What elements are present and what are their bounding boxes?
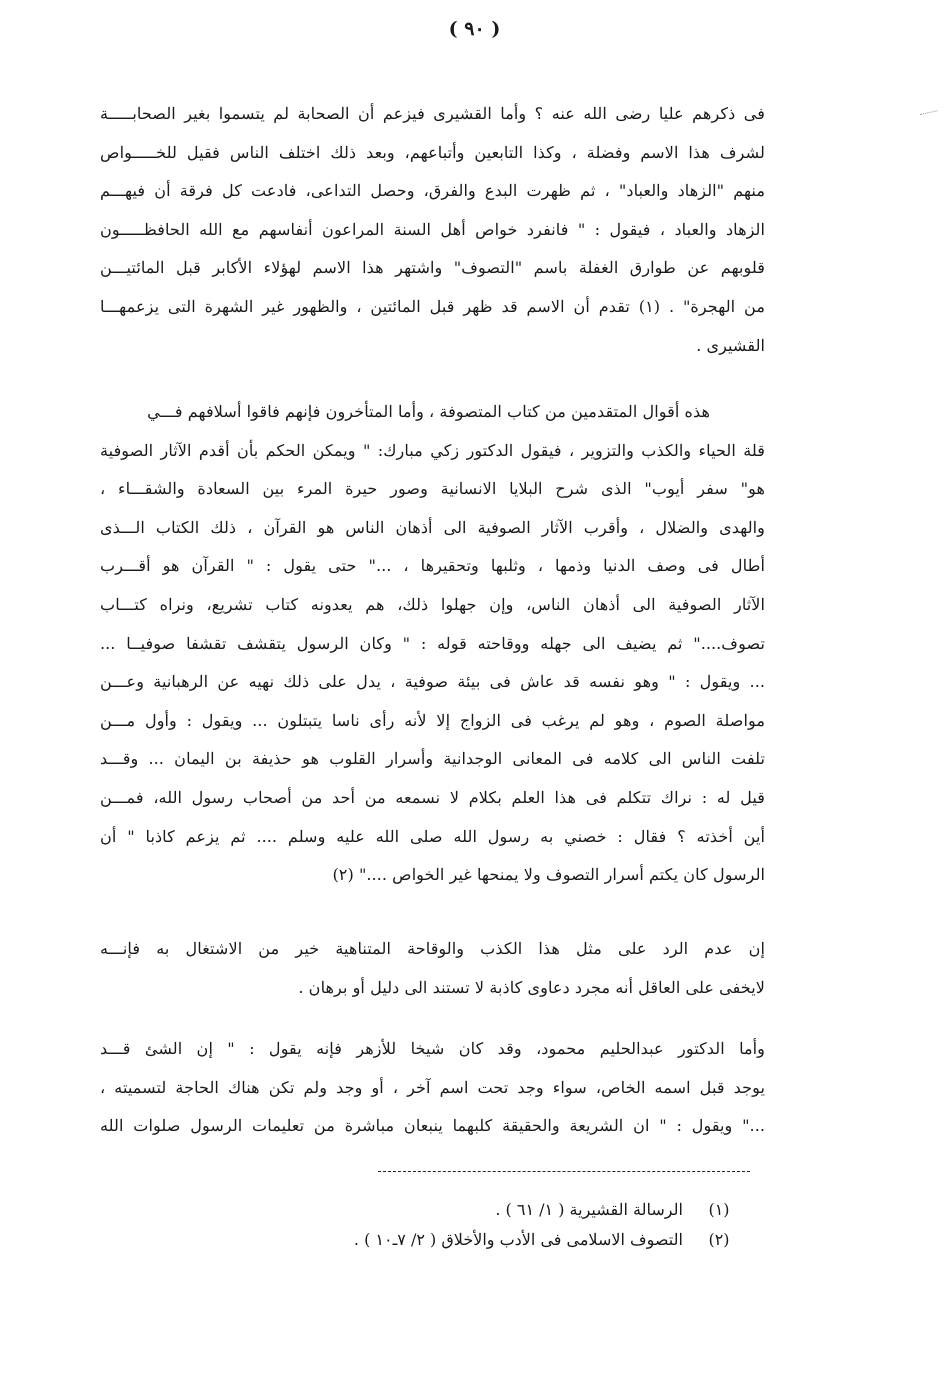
text-line: لشرف هذا الاسم وفضلة ، وكذا التابعين وأتباعهم، وبعد ذلك اختلف الناس فقيل للخـــــواص <box>100 142 765 162</box>
paragraph-4 <box>100 1030 765 1146</box>
text-line: الرسول كان يكتم أسرار التصوف ولا يمنحها غير الخواص ...." (٢) <box>332 865 765 885</box>
footnote-number: (١) <box>708 1200 730 1219</box>
text-line: أين أخذته ؟ فقال : خصني به رسول الله صلى الله عليه وسلم .... ثم يزعم كاذبا " أن <box>100 826 765 846</box>
text-line: يوجد قبل اسمه الخاص، سواء وجد تحت اسم آخر ، أو وجد ولم تكن هناك الحاجة لتسميته ، <box>100 1077 765 1097</box>
text-line: مواصلة الصوم ، وهو لم يرغب فى الزواج إلا لأنه رأى ناسا يتبتلون ... ويقول : وأول مـــن <box>100 710 765 730</box>
text-line: لايخفى على العاقل أنه مجرد دعاوى كاذبة لا تستند الى دليل أو برهان . <box>298 977 765 997</box>
paragraph-1 <box>100 95 765 365</box>
text-line: تلفت الناس الى كلامه فى المعانى الوجدانية وأسرار القلوب هو حذيفة بن اليمان ... وقـــد <box>100 749 765 769</box>
text-line: قيل له : نراك تتكلم فى هذا العلم بكلام لا نسمعه من أحد من أصحاب رسول الله، فمـــن <box>100 787 765 807</box>
text-line: قلة الحياء والكذب والتزوير ، فيقول الدكتور زكي مبارك: " ويمكن الحكم بأن أقدم الآثار الصوفية <box>100 440 765 460</box>
text-line: القشيرى . <box>696 335 765 355</box>
text-line: قلوبهم عن طوارق الغفلة باسم "التصوف" واشتهر هذا الاسم لهؤلاء الأكابر قبل المائتيـــن <box>100 258 765 278</box>
text-line: هو" سفر أيوب" الذى شرح البلايا الانسانية وصور حيرة المرء بين السعادة والشقـــاء ، <box>100 479 765 499</box>
text-line: أطال فى وصف الدنيا وذمها ، وثلبها وتحقيرها ، ..." حتى يقول : " القرآن هو أقـــرب <box>100 556 765 576</box>
text-line: ... ويقول : " وهو نفسه قد عاش فى بيئة صوفية ، يدل على ذلك نهيه عن الرهبانية وعـــن <box>100 672 765 692</box>
paragraph-2 <box>100 393 765 895</box>
page-number: ( ٩٠ ) <box>448 18 501 40</box>
text-line: فى ذكرهم عليا رضى الله عنه ؟ وأما القشيرى فيزعم أن الصحابة لم يتسموا بغير الصحابـــــة <box>100 104 765 123</box>
text-line: تصوف...." ثم يضيف الى جهله ووقاحته قوله : " وكان الرسول يتقشف تقشفا صوفيــا ... <box>100 633 765 653</box>
margin-mark <box>920 110 940 126</box>
footnote-number: (٢) <box>708 1230 730 1249</box>
footnotes <box>300 1195 750 1255</box>
footnote-text: التصوف الاسلامى فى الأدب والأخلاق ( ٢/ ٧ـ١٠ ) . <box>353 1230 683 1249</box>
footnote-text: الرسالة القشيرية ( ١/ ٦١ ) . <box>495 1200 683 1219</box>
footnote-separator <box>378 1171 750 1172</box>
text-line: والهدى والضلال ، وأقرب الآثار الصوفية الى أذهان الناس هو القرآن ، ذلك الكتاب الـــذى <box>100 517 765 537</box>
text-line: الزهاد والعباد ، فيقول : " فانفرد خواص أهل السنة المراعون أنفاسهم مع الله الحافظـــــون <box>100 219 765 239</box>
paragraph-3 <box>100 930 765 1007</box>
text-line: الآثار الصوفية الى أذهان الناس، وإن جهلوا ذلك، هم يعدونه كتاب تشريع، ونراه كتـــاب <box>100 594 765 614</box>
text-line: وأما الدكتور عبدالحليم محمود، وقد كان شيخا للأزهر فإنه يقول : " إن الشئ قـــد <box>100 1039 765 1058</box>
text-line: هذه أقوال المتقدمين من كتاب المتصوفة ، وأما المتأخرون فإنهم فاقوا أسلافهم فـــي <box>147 402 710 421</box>
text-line: من الهجرة" . (١) تقدم أن الاسم قد ظهر قبل المائتين ، والظهور غير الشهرة التى يزعمهـــا <box>100 296 765 316</box>
footnote-2 <box>300 1225 750 1255</box>
text-line: ..." ويقول : " ان الشريعة والحقيقة كلبهما ينبعان مباشرة من تعليمات الرسول صلوات الله <box>100 1116 765 1136</box>
text-line: إن عدم الرد على مثل هذا الكذب والوقاحة المتناهية خير من الاشتغال به فإنـــه <box>100 939 765 958</box>
footnote-1 <box>300 1195 750 1225</box>
text-line: منهم "الزهاد والعباد" ، ثم ظهرت البدع والفرق، وحصل التداعى، فادعت كل فرقة أن فيهـــم <box>100 181 765 201</box>
